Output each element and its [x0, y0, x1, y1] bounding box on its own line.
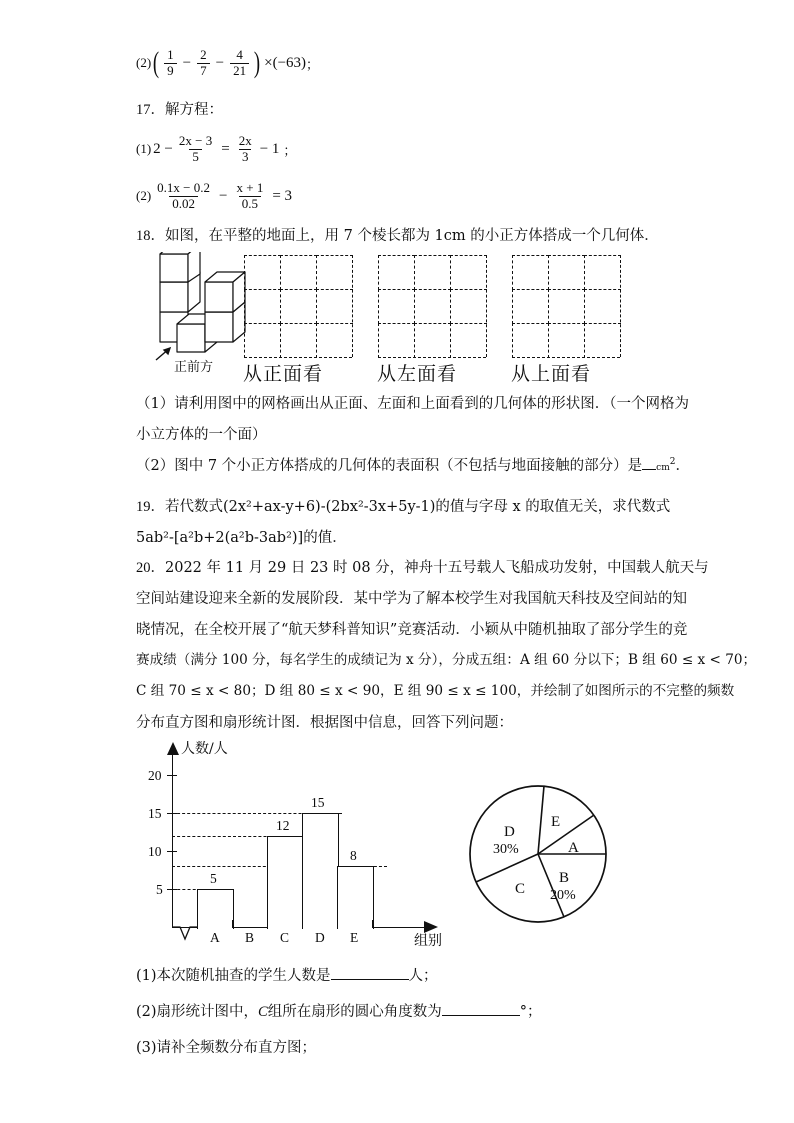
q20-line6: 分布直方图和扇形统计图．根据图中信息，回答下列问题： [136, 715, 513, 731]
q20-line1 [136, 558, 709, 579]
denominator: 0.02 [169, 196, 198, 212]
denominator: 0.5 [239, 196, 261, 212]
x-tick-mark [372, 920, 373, 928]
q19-line2: 5ab²-[a²b+2(a²b-3ab²)]的值． [136, 530, 347, 546]
q20-sub1 [136, 966, 438, 987]
x-tick-mark [267, 920, 268, 928]
q18-sub2-end: ． [675, 458, 690, 474]
pie-label-B: B [559, 870, 570, 886]
q20-sub2 [136, 1002, 541, 1023]
pie-label-D: D [504, 824, 515, 840]
q19-line1-text: 若代数式(2x²+ax-y+6)-(2bx²-3x+5y-1)的值与字母 x 的取值无关，求代数式 [165, 499, 671, 515]
axis-break-zigzag [172, 923, 200, 941]
grid-cell [378, 289, 415, 324]
x-tick-mark [197, 920, 198, 928]
pie-chart [468, 782, 628, 942]
left-paren: ( [153, 46, 160, 80]
q16-part2-label: (2) [136, 55, 152, 71]
grid-cell [280, 289, 317, 324]
q20-sub1-text: (1)本次随机抽查的学生人数是 [136, 968, 331, 984]
numerator: 0.1x − 0.2 [157, 180, 211, 195]
denominator: 7 [197, 63, 210, 79]
grid-right-edge [352, 255, 353, 357]
q16-multiplier: ×(−63) [264, 54, 307, 71]
grid-cell [244, 323, 281, 358]
grid-bottom-edge [244, 357, 352, 358]
grid-cell [584, 289, 621, 324]
equals-sign: = [221, 140, 230, 157]
y-axis [172, 752, 173, 927]
q17-heading [136, 100, 223, 121]
y-tick-label-5: 5 [156, 882, 163, 897]
grid-right-edge [620, 255, 621, 357]
grid-top-view [512, 255, 620, 357]
grid-cell [414, 255, 451, 290]
numerator: 1 [167, 47, 174, 62]
fraction-2x-over-3 [236, 134, 255, 165]
grid-cell [548, 255, 585, 290]
q17-number: 17． [136, 102, 165, 118]
fraction-2-7 [197, 48, 210, 79]
q17-item2-tail: = 3 [272, 187, 293, 204]
denominator: 9 [164, 63, 177, 79]
fraction-01x-minus-02-over-002 [154, 181, 213, 212]
answer-blank[interactable] [642, 469, 656, 470]
grid-cell [512, 323, 549, 358]
grid-cell [414, 323, 451, 358]
grid-left-view [378, 255, 486, 357]
q20-line1-text: 2022 年 11 月 29 日 23 时 08 分，神舟十五号载人飞船成功发射，中国载人航天与 [165, 560, 709, 576]
view-label-front: 从正面看 [243, 363, 324, 385]
bar-D [302, 813, 339, 929]
q17-item1-equation [136, 134, 296, 165]
x-tick-mark [232, 920, 233, 928]
pie-label-C: C [515, 881, 526, 897]
q16-terminator: ； [306, 56, 320, 72]
bar-E [337, 866, 374, 929]
minus-operator: − [215, 54, 225, 71]
q17-item1-tail: − 1 [259, 140, 280, 157]
x-tick-mark [302, 920, 303, 928]
grid-cell [512, 289, 549, 324]
bar-A [197, 889, 234, 929]
x-label-C: C [280, 930, 290, 945]
grid-cell [316, 255, 353, 290]
grid-cell [378, 255, 415, 290]
q18-sub1-line1: （1）请利用图中的网格画出从正面、左面和上面看到的几何体的形状图．（一个网格为 [136, 396, 689, 412]
right-paren: ) [254, 46, 261, 80]
bar-value-E: 8 [350, 848, 357, 863]
q19-line1 [136, 497, 670, 518]
minus-operator: − [182, 54, 192, 71]
x-label-A: A [210, 930, 220, 945]
q18-sub2-text: （2）图中 7 个小正方体搭成的几何体的表面积（不包括与地面接触的部分）是 [136, 458, 643, 474]
fraction-x-plus-1-over-05 [233, 181, 266, 212]
x-tick-mark [337, 920, 338, 928]
grid-cell [244, 255, 281, 290]
answer-blank[interactable] [442, 1015, 520, 1016]
q20-sub1-tail: 人； [408, 968, 438, 984]
q20-line2: 空间站建设迎来全新的发展阶段．某中学为了解本校学生对我国航天科技及空间站的知 [136, 591, 687, 607]
denominator: 3 [239, 149, 252, 165]
numerator: 2x [238, 133, 252, 148]
pie-chart-svg [468, 782, 628, 942]
pie-label-E: E [551, 814, 561, 830]
y-tick-mark [167, 775, 177, 776]
grid-bottom-edge [378, 357, 486, 358]
numerator: x + 1 [236, 180, 264, 195]
q18-number: 18． [136, 228, 165, 244]
q20-sub2-text-b: 组所在扇形的圆心角度数为 [267, 1004, 442, 1020]
grid-bottom-edge [512, 357, 620, 358]
q17-item1-lead: 2 − [153, 140, 173, 157]
grid-cell [316, 289, 353, 324]
q18-stem-text: 如图，在平整的地面上，用 7 个棱长都为 1cm 的小正方体搭成一个几何体． [165, 228, 659, 244]
x-label-B: B [245, 930, 255, 945]
y-tick-label-10: 10 [148, 844, 162, 859]
denominator: 5 [189, 149, 202, 165]
q18-stem [136, 226, 659, 247]
answer-blank[interactable] [331, 979, 409, 980]
numerator: 2x − 3 [178, 133, 213, 148]
bar-value-C: 12 [276, 818, 290, 833]
grid-cell [450, 255, 487, 290]
grid-cell [548, 289, 585, 324]
pie-label-A: A [568, 840, 579, 856]
grid-cell [378, 323, 415, 358]
bar-C [267, 836, 304, 929]
grid-cell [512, 255, 549, 290]
q17-item2-equation [136, 181, 292, 212]
front-direction-label: 正前方 [174, 360, 214, 375]
q20-number: 20． [136, 560, 165, 576]
fraction-1-9 [164, 48, 177, 79]
view-label-top: 从上面看 [511, 363, 592, 385]
q17-item1-terminator: ； [283, 142, 297, 158]
numerator: 2 [200, 47, 207, 62]
q18-sub2 [136, 456, 690, 477]
q17-item2-label: (2) [136, 188, 152, 204]
q17-title: 解方程： [165, 102, 223, 118]
q20-sub2-text-a: (2)扇形统计图中， [136, 1004, 259, 1020]
q18-sub1-line2: 小立方体的一个面） [136, 427, 267, 443]
grid-cell [244, 289, 281, 324]
q16-part2-expression [136, 48, 319, 79]
grid-right-edge [486, 255, 487, 357]
q20-line4: 赛成绩（满分 100 分，每名学生的成绩记为 x 分），分成五组：A 组 60 分以下；B 组 60 ≤ x < 70； [136, 652, 757, 668]
q17-item1-label: (1) [136, 141, 152, 157]
pie-percent-D: 30% [493, 842, 519, 857]
grid-cell [548, 323, 585, 358]
grid-front-view [244, 255, 352, 357]
q20-sub2-tail: °； [519, 1004, 542, 1020]
y-tick-mark [167, 851, 177, 852]
x-label-E: E [350, 930, 359, 945]
y-tick-label-15: 15 [148, 806, 162, 821]
y-axis-label: 人数/人 [181, 741, 228, 757]
x-label-D: D [315, 930, 325, 945]
denominator: 21 [230, 63, 249, 79]
q18-unit-exponent: 2 [669, 457, 676, 468]
q19-number: 19． [136, 499, 165, 515]
grid-cell [316, 323, 353, 358]
x-axis-label: 组别 [414, 933, 442, 949]
q20-sub3: (3)请补全频数分布直方图； [136, 1040, 317, 1056]
grid-cell [280, 255, 317, 290]
grid-cell [280, 323, 317, 358]
bar-value-D: 15 [311, 795, 325, 810]
q20-sub2-group-letter: C [258, 1004, 268, 1020]
fraction-2x-minus-3-over-5 [176, 134, 215, 165]
numerator: 4 [236, 47, 243, 62]
minus-operator: − [219, 187, 228, 204]
q18-unit: cm [656, 463, 670, 473]
grid-cell [584, 255, 621, 290]
pie-percent-B: 20% [550, 888, 576, 903]
y-tick-label-20: 20 [148, 768, 162, 783]
grid-cell [450, 323, 487, 358]
q20-line5: C 组 70 ≤ x < 80；D 组 80 ≤ x < 90，E 组 90 ≤ x ≤ 100，并绘制了如图所示的不完整的频数 [136, 683, 735, 699]
view-label-left: 从左面看 [377, 363, 458, 385]
frequency-histogram [148, 740, 450, 949]
fraction-4-21 [230, 48, 249, 79]
q20-line3: 晓情况，在全校开展了“航天梦科普知识”竞赛活动．小颖从中随机抽取了部分学生的竞 [136, 622, 688, 638]
grid-cell [450, 289, 487, 324]
bar-value-A: 5 [210, 871, 217, 886]
grid-cell [584, 323, 621, 358]
y-axis-arrow [166, 742, 180, 756]
grid-cell [414, 289, 451, 324]
